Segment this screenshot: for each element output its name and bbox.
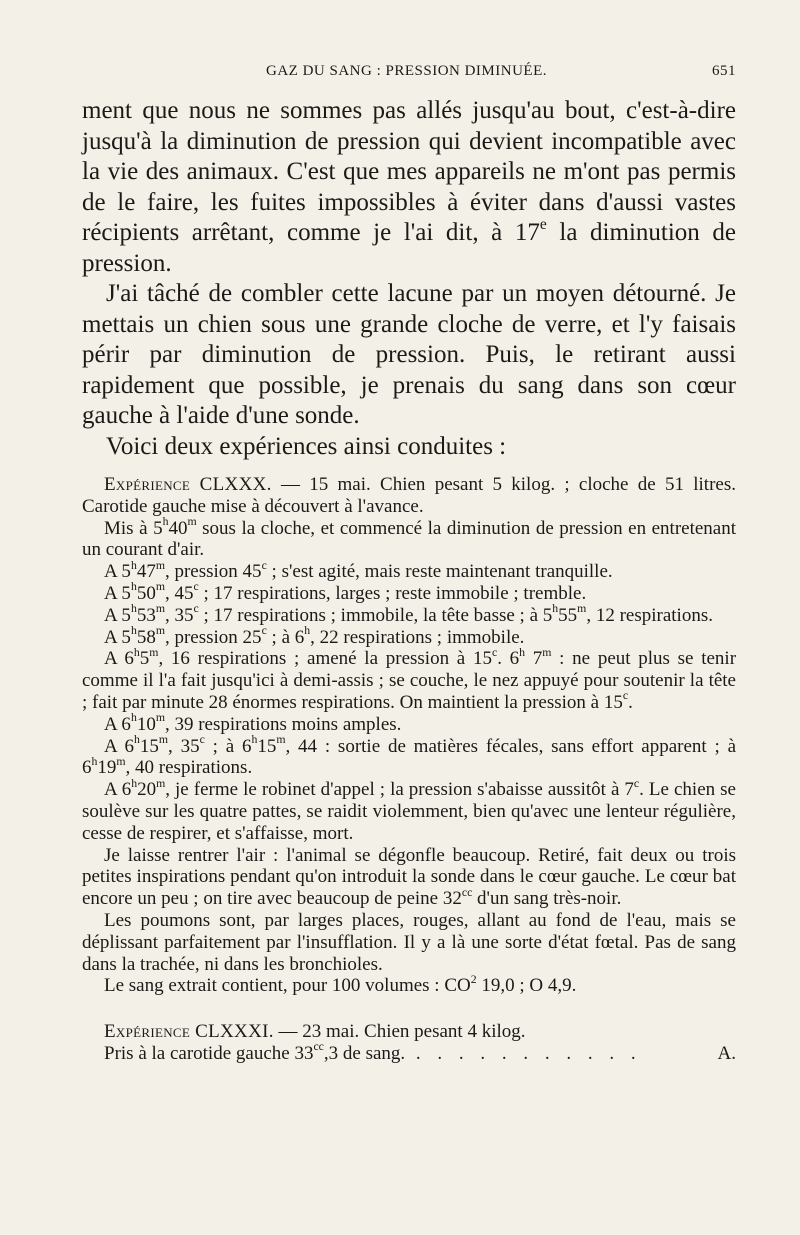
experiment-line: A 6$^h$20$^m$, je ferme le robinet d'appel ; la pression s'abaisse aussitôt à 7$^c$. Le chien se soulève sur les quatre pattes, se raidit violemment, bien qu'avec une lenteur régulière, cesse de respirer, et s'affaisse, mort. [82, 776, 736, 844]
experiment-line: A 5$^h$50$^m$, 45$^c$ ; 17 respirations, larges ; reste immobile ; tremble. [104, 580, 587, 604]
experiment-line: A 5$^h$47$^m$, pression 45$^c$ ; s'est agité, mais reste maintenant tranquille. [104, 558, 613, 583]
experiment-line: Les poumons sont, par larges places, rouges, allant au fond de l'eau, mais se déplissant parfaitement par l'insufflation. Il y a là une sorte d'état fœtal. Pas de sang dans la trachée, ni dans les bronchioles. [82, 909, 736, 975]
paragraph: J'ai tâché de combler cette lacune par un moyen détourné. Je mettais un chien sous une grande cloche de verre, et l'y faisais périr par diminution de pression. Puis, le retirant aussi rapidement que possible, je prenais du sang dans son cœur gauche à l'aide d'une sonde. [82, 280, 736, 429]
paragraph: ment que nous ne sommes pas allés jusqu'au bout, c'est-à-dire jusqu'à la diminution de pression qui devient incompatible avec la vie des animaux. C'est que mes appareils ne m'ont pas permis de le faire, les fuites impossibles à éviter dans d'aussi vastes récipients arrêtant, comme je l'ai dit, à 17e la diminution de pression. [82, 97, 736, 277]
experiment-clxxx [82, 474, 736, 1065]
experiment-line: Je laisse rentrer l'air : l'animal se dégonfle beaucoup. Retiré, fait deux ou trois petites inspirations pendant qu'on introduit la sonde dans le cœur gauche. Le cœur bat encore un peu ; on tire avec beaucoup de peine $32^{cc}$ d'un sang très-noir. [82, 844, 736, 910]
experiment-line: A 6$^h$15$^m$, 35$^c$ ; à 6$^h$15$^m$, 44 : sortie de matières fécales, sans effort apparent ; à 6$^h$19$^m$, 40 respirations. [82, 733, 737, 779]
experiment-heading: Expérience CLXXXI. — 23 mai. Chien pesant 4 kilog. [104, 1021, 526, 1043]
experiment-line: A. Pris à la carotide gauche $33^{cc},3$ de sang. . . . . . . . . . . . [104, 1040, 736, 1064]
running-title: GAZ DU SANG : PRESSION DIMINUÉE. [266, 63, 548, 79]
experiment-line: A 6$^h$10$^m$, 39 respirations moins amples. [104, 711, 402, 735]
experiment-heading: Expérience CLXXX. — 15 mai. Chien pesant 5 kilog. ; cloche de 51 litres. Carotide gauche mise à découvert à l'avance. [82, 474, 736, 517]
leader-dots: . . . . . . . . . . . [405, 1042, 642, 1064]
experiment-label: Expérience CLXXX. [104, 474, 272, 495]
main-text [82, 96, 736, 462]
result-letter: A. [717, 1042, 736, 1064]
page-body [82, 96, 736, 1065]
experiment-label: Expérience CLXXXI. [104, 1021, 274, 1043]
experiment-line: A 6$^h$5$^m$, 16 respirations ; amené la pression à 15$^c$. 6$^h$ 7$^m$ : ne peut plus se tenir comme il l'a fait jusqu'ici à demi-assis ; se couche, le nez appuyé pour soutenir la tête ; fait par minute 28 énormes respirations. On maintient la pression à 15$^c$. [82, 645, 737, 713]
page-number: 651 [712, 63, 736, 79]
paragraph: Voici deux expériences ainsi conduites : [106, 432, 507, 460]
experiment-line: Le sang extrait contient, pour 100 volumes : $CO^2$ 19,0 ; O 4,9. [104, 972, 577, 997]
experiment-line: A 5$^h$58$^m$, pression 25$^c$ ; à 6$^h$, 22 respirations ; immobile. [104, 624, 525, 648]
experiment-line: Mis à 5$^h$40$^m$ sous la cloche, et commencé la diminution de pression en entretenant un courant d'air. [82, 515, 737, 561]
experiment-line: A 5$^h$53$^m$, 35$^c$ ; 17 respirations ; immobile, la tête basse ; à 5$^h$55$^m$, 12 respirations. [104, 602, 713, 626]
